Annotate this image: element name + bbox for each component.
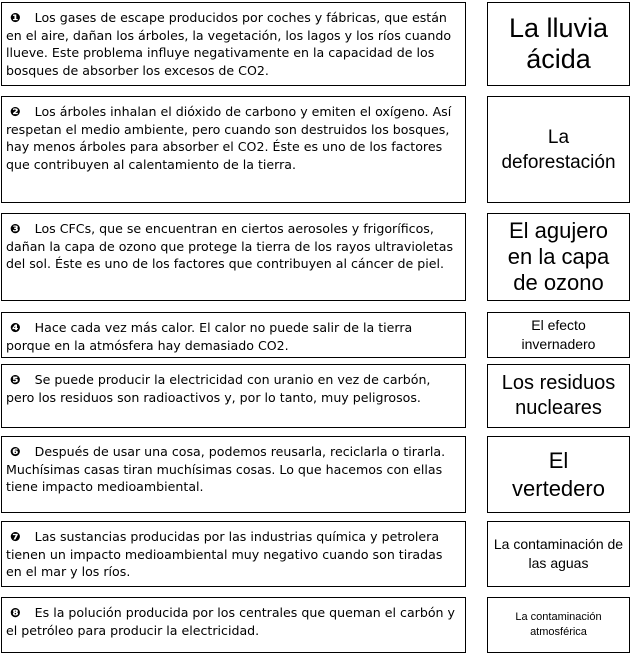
description-box-6 <box>1 436 466 513</box>
term-card-3 <box>487 213 630 301</box>
description-text-2: Los árboles inhalan el dióxido de carbono y emiten el oxígeno. Así respetan el medio ambiente, pero cuando son destruidos los bosques, hay menos árboles para absorber el CO2. Éste es uno de los factores que contribuyen al calentamiento de la tierra. <box>6 104 452 172</box>
description-box-3 <box>1 213 466 301</box>
term-label-1: La lluvia ácida <box>508 13 609 74</box>
description-box-5 <box>1 364 466 428</box>
description-box-1 <box>1 2 466 86</box>
description-text-7: Las sustancias producidas por las industrias química y petrolera tienen un impacto medioambiental muy negativo cuando son tiradas en el mar y los ríos. <box>6 529 443 580</box>
term-card-4 <box>487 312 630 358</box>
term-label-4: El efecto invernadero <box>521 317 596 352</box>
item-number-5: ❺ <box>10 372 21 387</box>
item-number-1: ❶ <box>10 10 21 25</box>
term-card-2 <box>487 96 630 203</box>
term-label-5: Los residuos nucleares <box>501 372 616 419</box>
description-text-6: Después de usar una cosa, podemos reusarla, reciclarla o tirarla. Muchísimas casas tiran muchísimas cosas. Lo que hacemos con ellas tiene impacto medioambiental. <box>6 444 446 495</box>
description-box-7 <box>1 521 466 587</box>
item-number-4: ❹ <box>10 320 21 335</box>
item-number-3: ❸ <box>10 221 21 236</box>
item-number-6: ❻ <box>10 444 21 459</box>
term-card-1 <box>487 2 630 86</box>
term-label-7: La contaminación de las aguas <box>493 536 624 571</box>
description-text-5: Se puede producir la electricidad con uranio en vez de carbón, pero los residuos son radioactivos y, por lo tanto, muy peligrosos. <box>6 372 431 405</box>
term-label-2: La deforestación <box>501 126 616 173</box>
description-box-4 <box>1 312 466 358</box>
item-number-8: ❽ <box>10 605 21 620</box>
description-text-3: Los CFCs, que se encuentran en ciertos aerosoles y frigoríficos, dañan la capa de ozono que protege la tierra de los rayos ultravioletas del sol. Éste es uno de los factores que contribuyen al cáncer de piel. <box>6 221 454 272</box>
description-text-4: Hace cada vez más calor. El calor no puede salir de la tierra porque en la atmósfera hay demasiado CO2. <box>6 320 413 353</box>
term-label-3: El agujero en la capa de ozono <box>507 218 610 295</box>
term-card-8 <box>487 597 630 653</box>
item-number-7: ❼ <box>10 529 21 544</box>
term-label-6: El vertedero <box>512 447 605 501</box>
term-card-5 <box>487 364 630 428</box>
term-label-8: La contaminación atmosférica <box>515 611 602 638</box>
description-box-2 <box>1 96 466 203</box>
term-card-6 <box>487 436 630 513</box>
description-box-8 <box>1 597 466 653</box>
term-card-7 <box>487 521 630 587</box>
description-text-8: Es la polución producida por los centrales que queman el carbón y el petróleo para producir la electricidad. <box>6 605 455 638</box>
description-text-1: Los gases de escape producidos por coches y fábricas, que están en el aire, dañan los árboles, la vegetación, los lagos y los ríos cuando llueve. Este problema influye negativamente en la capacidad de los bosques de absorber los excesos de CO2. <box>6 10 452 78</box>
item-number-2: ❷ <box>10 104 21 119</box>
